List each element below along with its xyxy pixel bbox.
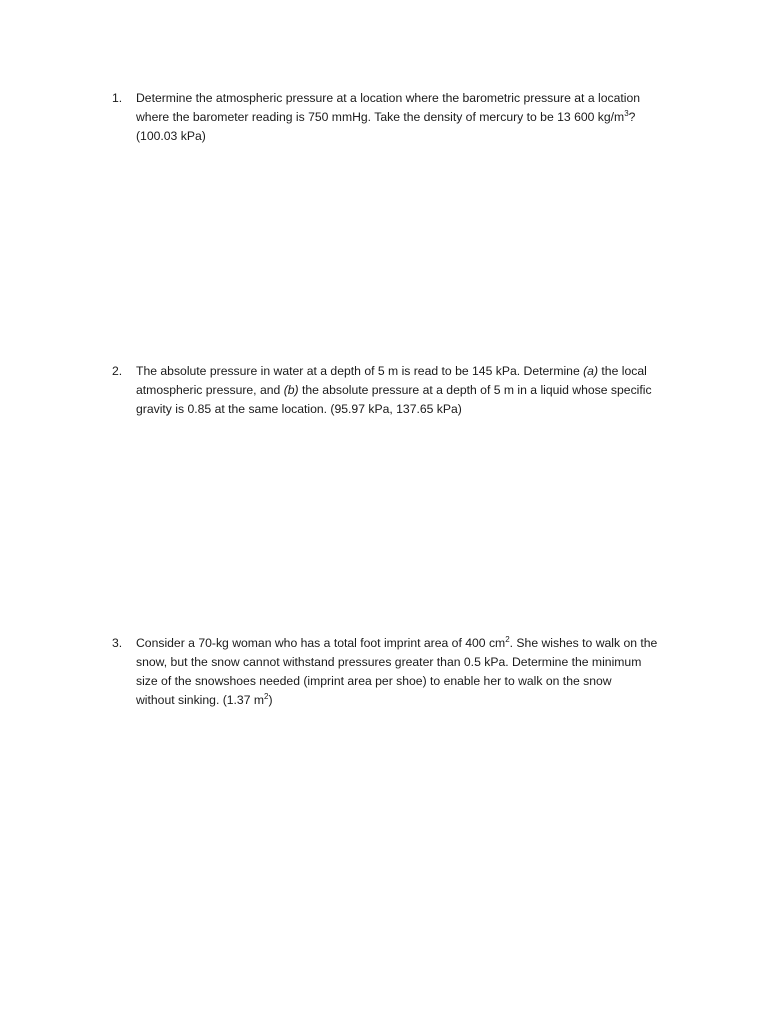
problem-text-line: The absolute pressure in water at a depth of 5 m is read to be 145 kPa. Determine (a) the local [136,364,647,378]
problem-text-line: snow, but the snow cannot withstand pressures greater than 0.5 kPa. Determine the minimum [136,655,642,669]
problem-2 [112,362,692,419]
problem-number: 1. [112,91,123,105]
superscript: 3 [624,109,629,118]
problem-text-line: size of the snowshoes needed (imprint area per shoe) to enable her to walk on the snow [136,674,612,688]
problem-answer: (100.03 kPa) [136,129,206,143]
problem-1 [112,89,692,146]
problem-text-line: Determine the atmospheric pressure at a location where the barometric pressure at a location [136,91,641,105]
superscript: 2 [505,635,510,644]
problem-text-line: where the barometer reading is 750 mmHg. Take the density of mercury to be 13 600 $kg/m^3$? [136,109,636,124]
problem-text-line: gravity is 0.85 at the same location. (95.97 kPa, 137.65 kPa) [136,402,462,416]
problem-text-line: Consider a 70-kg woman who has a total foot imprint area of 400 $cm^2$. She wishes to walk on the [136,635,658,650]
problem-number: 3. [112,636,123,650]
problem-3 [112,634,692,710]
superscript: 2 [264,692,269,701]
problem-text-line: without sinking. (1.37 $m^2$) [136,692,273,707]
problem-number: 2. [112,364,123,378]
problem-text-line: atmospheric pressure, and (b) the absolute pressure at a depth of 5 m in a liquid whose specific [136,383,652,397]
